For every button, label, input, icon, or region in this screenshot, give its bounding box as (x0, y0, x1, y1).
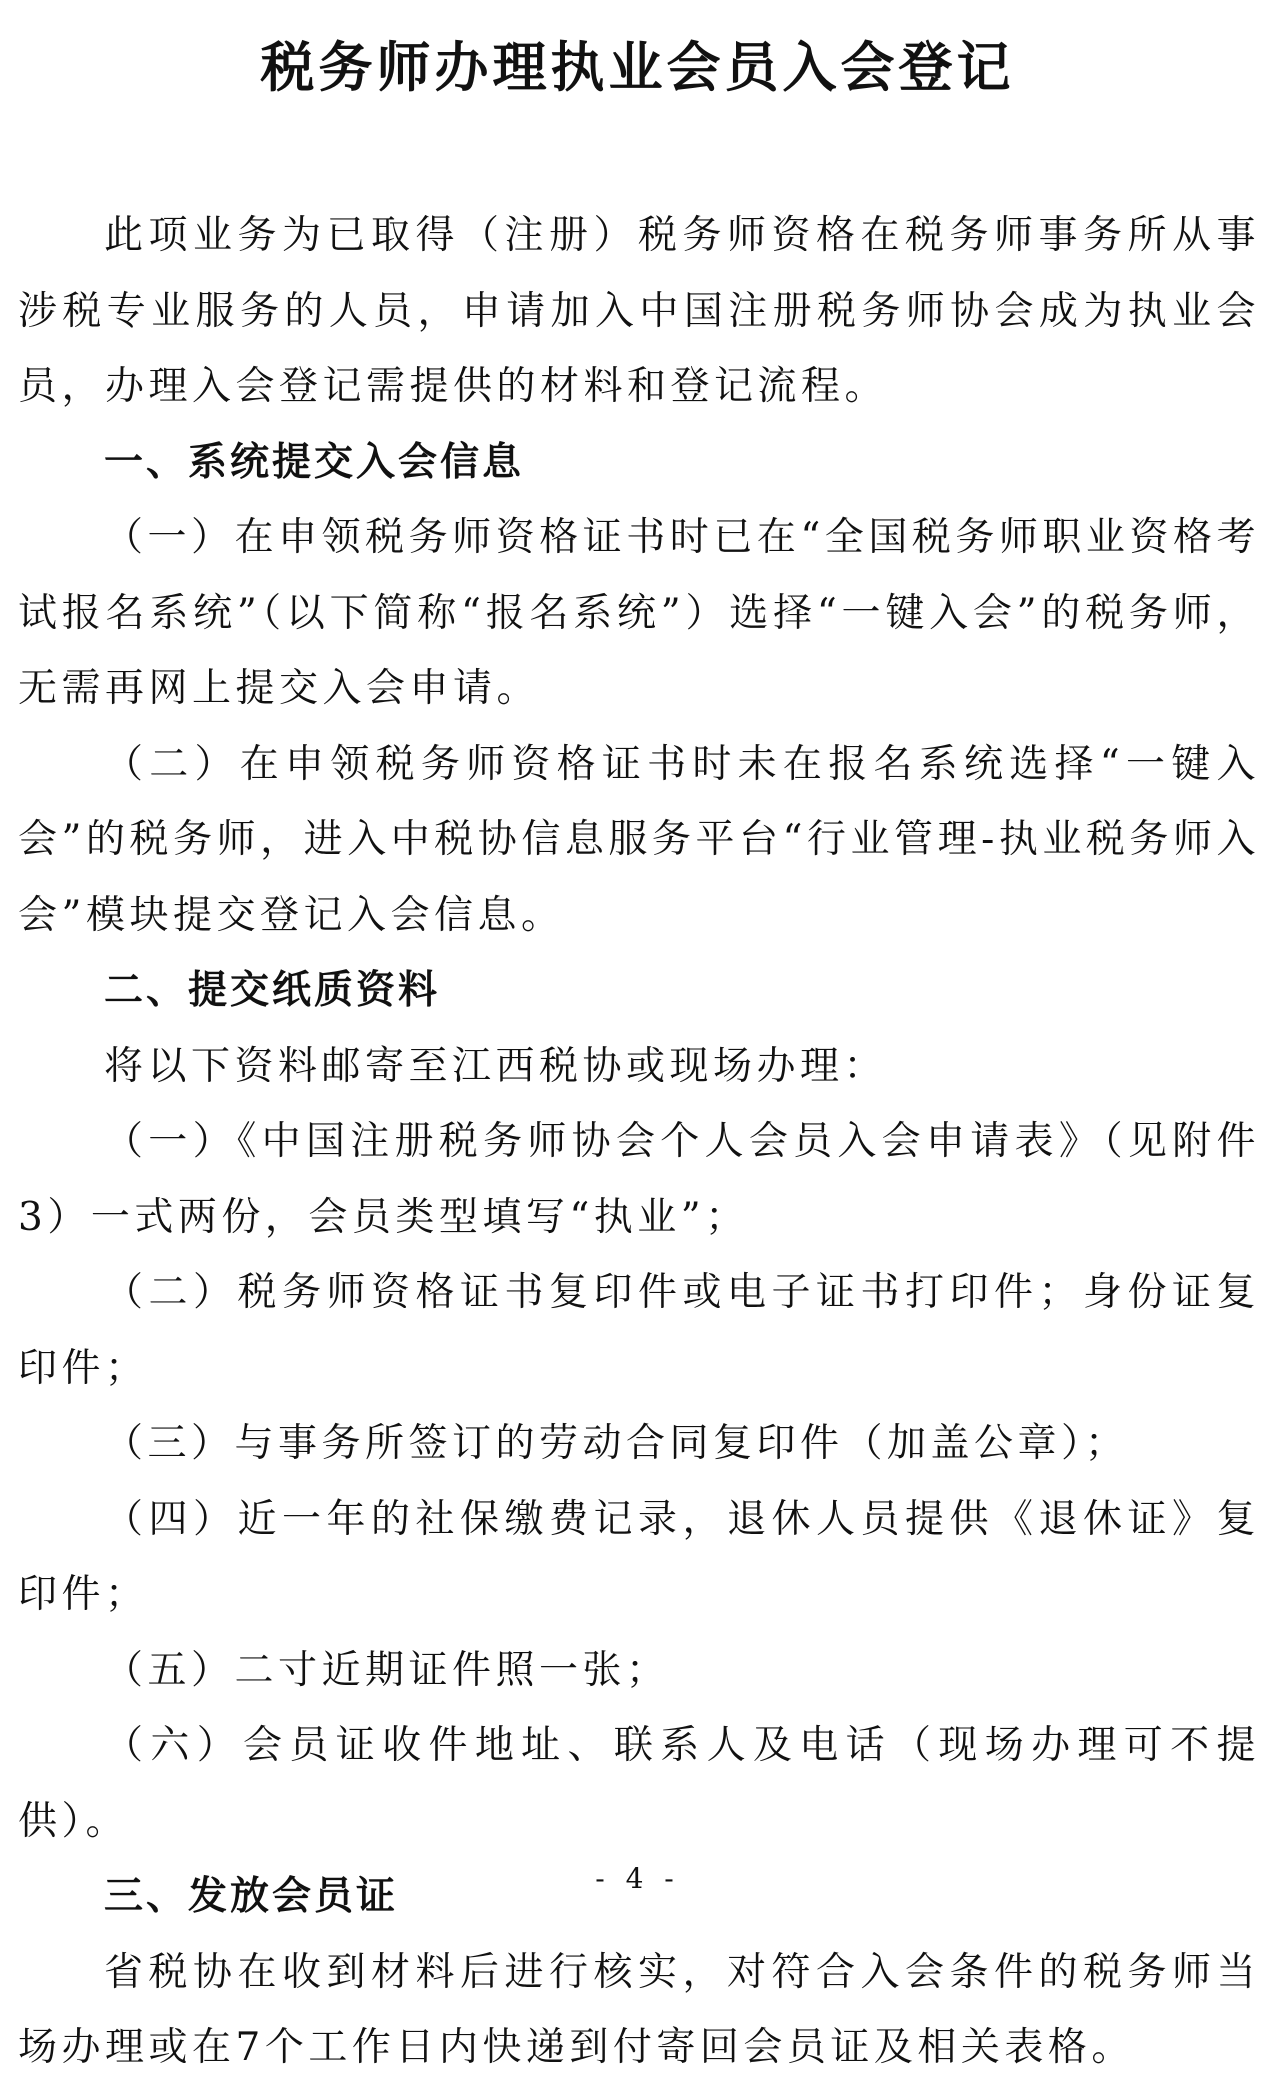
section-heading-1: 一、系统提交入会信息 (104, 439, 525, 485)
section-2-item-2: （二）税务师资格证书复印件或电子证书打印件；身份证复印件； (18, 1270, 1260, 1391)
section-2-item-4: （四）近一年的社保缴费记录，退休人员提供《退休证》复印件； (18, 1496, 1260, 1617)
section-2-lead: 将以下资料邮寄至江西税协或现场办理： (104, 1043, 888, 1089)
section-2-item-1: （一）《中国注册税务师协会个人会员入会申请表》（见附件3）一式两份，会员类型填写“执业”； (18, 1119, 1260, 1240)
section-heading-2: 二、提交纸质资料 (104, 968, 441, 1013)
section-2-item-6: （六）会员证收件地址、联系人及电话（现场办理可不提供）。 (18, 1723, 1260, 1844)
document-title: 税务师办理执业会员入会登记 (260, 36, 1015, 99)
section-heading-3: 三、发放会员证 (104, 1874, 399, 1919)
section-1-paragraph-2: （二）在申领税务师资格证书时未在报名系统选择“一键入会”的税务师，进入中税协信息服务平台“行业管理-执业税务师入会”模块提交登记入会信息。 (18, 741, 1260, 938)
section-2-item-5: （五）二寸近期证件照一张； (104, 1647, 670, 1693)
document-body (18, 198, 1260, 2086)
section-3-paragraph-1: 省税协在收到材料后进行核实，对符合入会条件的税务师当场办理或在7个工作日内快递到付寄回会员证及相关表格。 (18, 1949, 1260, 2070)
section-2-item-3: （三）与事务所签订的劳动合同复印件（加盖公章）； (104, 1421, 1129, 1466)
section-1-paragraph-1: （一）在申领税务师资格证书时已在“全国税务师职业资格考试报名系统”（以下简称“报名系统”）选择“一键入会”的税务师，无需再网上提交入会申请。 (18, 515, 1260, 711)
page-number: - 4 - (595, 1862, 680, 1895)
intro-paragraph: 此项业务为已取得（注册）税务师资格在税务师事务所从事涉税专业服务的人员，申请加入中国注册税务师协会成为执业会员，办理入会登记需提供的材料和登记流程。 (18, 213, 1260, 409)
